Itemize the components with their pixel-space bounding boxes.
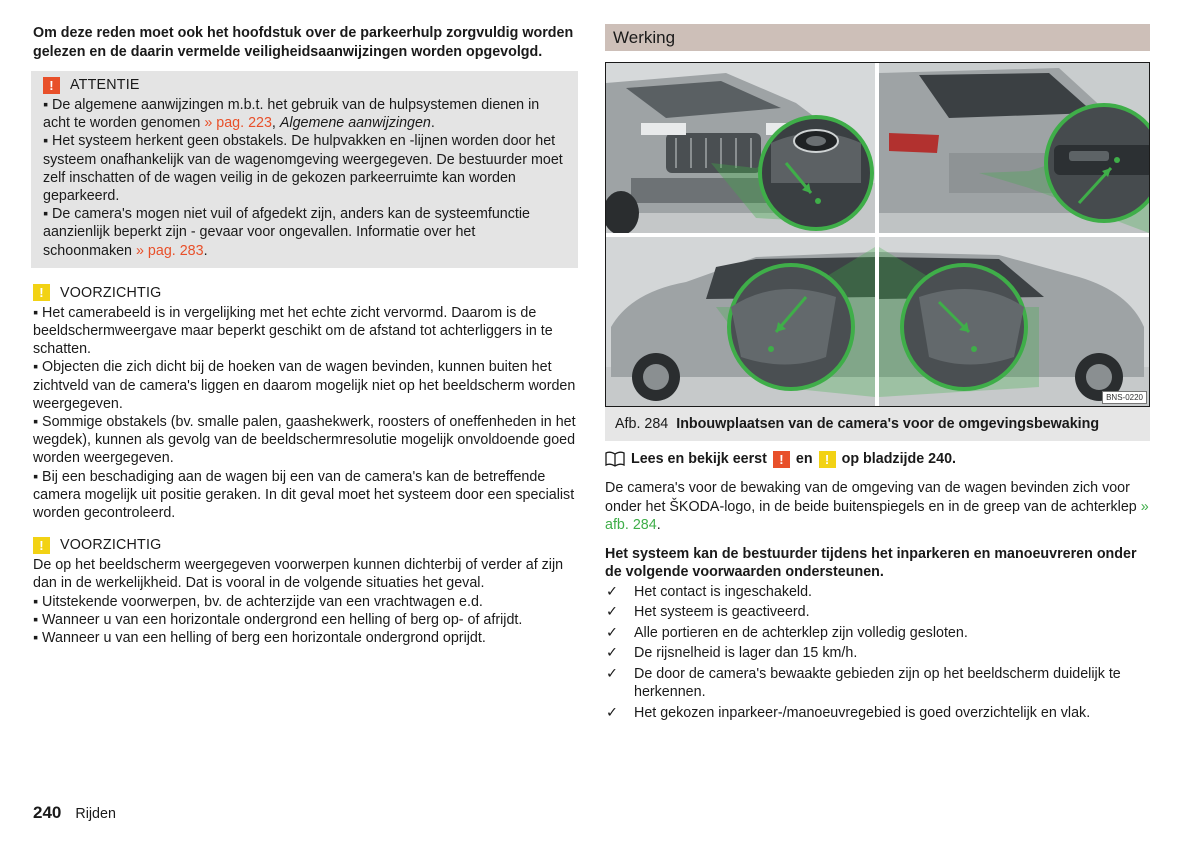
condition-text: Het systeem is geactiveerd. — [634, 604, 810, 620]
panel-left-mirror-camera — [606, 237, 875, 406]
attentie-body — [43, 96, 564, 260]
figure-284 — [605, 62, 1150, 407]
right-column — [605, 24, 1150, 724]
section-title: Werking — [605, 24, 1150, 51]
camera-locations-paragraph — [605, 479, 1150, 535]
caption-text: Inbouwplaatsen van de camera's voor de omgevingsbewaking — [676, 416, 1100, 432]
voorzichtig-item: ▪ Sommige obstakels (bv. smalle palen, gaashekwerk, roosters of oneffenheden in het wegdek), kunnen als gevolg van de beeldschermresolutie mogelijk onvoldoende goed worden weergegeven. — [33, 413, 578, 468]
warning-yellow-icon: ! — [33, 284, 50, 301]
page-link[interactable]: » pag. 223 — [204, 115, 272, 132]
voorzichtig-header-1 — [33, 282, 578, 304]
caption-number: Afb. 284 — [615, 416, 669, 432]
voorzichtig-item: ▪ Bij een beschadiging aan de wagen bij een van de camera's kan de betreffende camera mogelijk uit positie geraken. In dit geval moet het systeem door een specialist worden gecontroleerd. — [33, 468, 578, 523]
figure-code: BNS-0220 — [1102, 391, 1147, 404]
panel-right-mirror-camera — [879, 237, 1149, 406]
voorzichtig-item: ▪ Het camerabeeld is in vergelijking met het echte zicht vervormd. Daarom is de beeldschermweergave maar beperkt geschikt om de afstand tot achterliggers in te schatten. — [33, 304, 578, 359]
check-icon: ✓ — [606, 604, 618, 620]
attentie-item-comma: , — [271, 115, 280, 132]
warning-red-icon[interactable]: ! — [773, 451, 790, 468]
voorzichtig-item: ▪ Uitstekende voorwerpen, bv. de achterzijde van een vrachtwagen e.d. — [33, 593, 578, 611]
attentie-title: ATTENTIE — [70, 77, 140, 93]
figure-caption — [605, 407, 1150, 441]
attentie-header — [43, 74, 564, 96]
condition-text: Het gekozen inparkeer-/manoeuvregebied is goed overzichtelijk en vlak. — [634, 704, 1091, 721]
warning-yellow-icon[interactable]: ! — [819, 451, 836, 468]
voorzichtig-body-1 — [33, 304, 578, 522]
attentie-item-text: De camera's mogen niet vuil of afgedekt zijn, anders kan de systeemfunctie aanzienlijk beperkt zijn - gevaar voor ongevallen. Informatie over het schoonmaken — [43, 206, 531, 259]
rear-car-illustration — [879, 63, 1149, 233]
right-side-illustration — [879, 237, 1149, 406]
panel-front-camera — [606, 63, 875, 233]
section-name: Rijden — [75, 806, 116, 822]
attentie-item — [43, 205, 564, 260]
voorzichtig-item: ▪ Wanneer u van een helling of berg een horizontale ondergrond oprijdt. — [33, 629, 578, 647]
condition-text: Alle portieren en de achterklep zijn volledig gesloten. — [634, 624, 968, 641]
voorzichtig-header-2 — [33, 534, 578, 556]
intro-paragraph: Om deze reden moet ook het hoofdstuk over de parkeerhulp zorgvuldig worden gelezen en de daarin vermelde veiligheidsaanwijzingen worden opgevolgd. — [33, 25, 574, 60]
check-icon: ✓ — [606, 645, 618, 661]
voorzichtig-lead: De op het beeldscherm weergegeven voorwerpen kunnen dichterbij of verder af zijn dan in de werkelijkheid. Dat is vooral in de volgende situaties het geval. — [33, 557, 564, 592]
list-item — [605, 603, 1150, 622]
check-icon: ✓ — [606, 704, 618, 721]
conditions-list — [605, 583, 1150, 723]
read-first-post: op bladzijde 240. — [841, 451, 956, 467]
list-item — [605, 665, 1150, 702]
list-item — [605, 644, 1150, 663]
condition-text: De rijsnelheid is lager dan 15 km/h. — [634, 645, 858, 661]
attentie-item-end: . — [430, 115, 435, 132]
condition-text: Het contact is ingeschakeld. — [634, 583, 813, 600]
read-first-line — [605, 449, 1150, 469]
attentie-box — [31, 71, 578, 268]
read-first-and: en — [795, 451, 813, 467]
attentie-item: ▪ Het systeem herkent geen obstakels. De hulpvakken en -lijnen worden door het systeem onafhankelijk van de wagenomgeving weergegeven. De bestuurder moet zelf inschatten of de wagen veilig in de gekozen parkeerruimte kan worden geparkeerd. — [43, 132, 564, 205]
attentie-item-italic: Algemene aanwijzingen — [279, 115, 431, 132]
warning-red-icon: ! — [43, 77, 60, 94]
page-number: 240 — [33, 803, 62, 822]
list-item — [605, 704, 1150, 723]
list-item — [605, 583, 1150, 602]
voorzichtig-title: VOORZICHTIG — [60, 284, 162, 301]
check-icon: ✓ — [606, 624, 618, 641]
para-end: . — [656, 517, 661, 533]
conditions-heading: Het systeem kan de bestuurder tijdens het inparkeren en manoeuvreren onder de volgende voorwaarden ondersteunen. — [605, 545, 1137, 580]
voorzichtig-box-1 — [33, 282, 578, 522]
check-icon: ✓ — [606, 665, 618, 682]
voorzichtig-box-2 — [33, 534, 578, 647]
attentie-item-end: . — [203, 242, 208, 259]
attentie-item — [43, 96, 564, 132]
page-link[interactable]: » pag. 283 — [136, 242, 204, 259]
attentie-item-text: De algemene aanwijzingen m.b.t. het gebruik van de hulpsystemen dienen in acht te worden genomen — [43, 97, 540, 132]
voorzichtig-item: ▪ Objecten die zich dicht bij de hoeken van de wagen bevinden, kunnen buiten het zichtveld van de camera's liggen en daarom mogelijk niet op het beeldscherm worden weergegeven. — [33, 358, 578, 413]
book-icon — [605, 451, 625, 467]
condition-text: De door de camera's bewaakte gebieden zijn op het beeldscherm duidelijk te herkennen. — [634, 665, 1121, 700]
voorzichtig-body-2 — [33, 556, 578, 647]
check-icon: ✓ — [606, 583, 618, 600]
read-first-pre: Lees en bekijk eerst — [631, 451, 767, 467]
page-footer — [33, 803, 116, 823]
voorzichtig-item: ▪ Wanneer u van een horizontale ondergrond een helling of berg op- of afrijdt. — [33, 611, 578, 629]
left-side-illustration — [606, 237, 875, 406]
para-text: De camera's voor de bewaking van de omgeving van de wagen bevinden zich voor onder het ŠKODA-logo, in de beide buitenspiegels en in de greep van de achterklep — [605, 480, 1141, 515]
front-car-illustration — [606, 63, 875, 233]
left-column — [33, 24, 578, 647]
warning-yellow-icon: ! — [33, 537, 50, 554]
list-item — [605, 624, 1150, 643]
panel-rear-camera — [879, 63, 1149, 233]
voorzichtig-title: VOORZICHTIG — [60, 537, 162, 554]
figure-link[interactable]: » afb. 284 — [605, 498, 1149, 533]
